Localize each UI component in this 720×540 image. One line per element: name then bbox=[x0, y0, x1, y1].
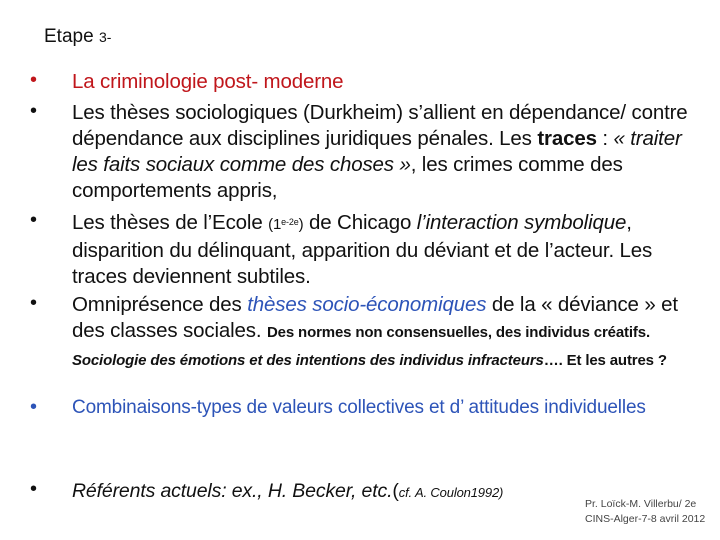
bullet-text bbox=[72, 100, 710, 204]
b3-text-1: Les thèses de l’Ecole bbox=[72, 211, 269, 234]
b4-bold-1: Des normes non consensuelles, des individus créatifs. bbox=[266, 324, 650, 341]
b4-text-2: de la « déviance » et des classes sociales. bbox=[72, 293, 678, 342]
b4-bold-italic: Sociologie des émotions et des intentions des individus infracteurs bbox=[72, 352, 544, 369]
bullet-text bbox=[72, 478, 570, 506]
slide-footer bbox=[585, 497, 705, 527]
b2-text-2: : bbox=[596, 127, 614, 150]
b2-text-1: Les thèses sociologiques (Durkheim) s’allient en dépendance/ contre dépendance aux disciplines juridiques pénales. Les bbox=[72, 101, 688, 150]
b3-text-2: de Chicago bbox=[303, 211, 417, 234]
bullet-dot-icon: • bbox=[30, 209, 38, 231]
bullet-item-4 bbox=[30, 292, 710, 374]
b6-paren: ( bbox=[392, 480, 399, 502]
slide-title-number: 3- bbox=[98, 29, 112, 45]
bullet-item-3 bbox=[30, 209, 710, 290]
bullet-item-5 bbox=[30, 396, 710, 420]
b3-italic: l’interaction symbolique bbox=[416, 211, 627, 234]
bullet-item-2 bbox=[30, 100, 710, 204]
bullet-text: Combinaisons-types de valeurs collectives et d’ attitudes individuelles bbox=[72, 397, 646, 418]
b2-bold: traces bbox=[537, 127, 597, 150]
slide-title-main: Etape bbox=[44, 26, 99, 47]
b3-paren-close: ) bbox=[298, 216, 304, 233]
bullet-dot-icon: • bbox=[30, 396, 38, 418]
bullet-text bbox=[72, 209, 710, 290]
bullet-text bbox=[72, 292, 710, 374]
bullet-item-1 bbox=[30, 69, 710, 95]
bullet-dot-icon: • bbox=[30, 478, 38, 500]
b4-bold-2: …. Et les autres ? bbox=[543, 352, 667, 369]
b6-italic: Référents actuels: ex., H. Becker, etc. bbox=[72, 480, 393, 502]
b4-text-1: Omniprésence des bbox=[72, 293, 248, 316]
bullet-item-6 bbox=[30, 478, 570, 506]
b3-superscript: e-2e bbox=[281, 217, 299, 227]
b2-text-3: , les crimes comme des comportements appris, bbox=[72, 153, 623, 202]
bullet-dot-icon: • bbox=[30, 69, 38, 91]
bullet-text: La criminologie post- moderne bbox=[72, 70, 344, 93]
b4-italic: thèses socio-économiques bbox=[247, 293, 487, 316]
footer-line-1: Pr. Loïck-M. Villerbu/ 2e bbox=[585, 498, 697, 510]
b6-small-italic: cf. A. Coulon1992) bbox=[398, 485, 504, 500]
b2-italic: « traiter les faits sociaux comme des choses » bbox=[72, 127, 682, 176]
bullet-dot-icon: • bbox=[30, 292, 38, 314]
b3-text-3: , disparition du délinquant, apparition du déviant et de l’acteur. Les traces deviennent subtiles. bbox=[72, 211, 653, 288]
b3-paren-open: (1 bbox=[268, 216, 282, 233]
footer-line-2: CINS-Alger-7-8 avril 2012 bbox=[585, 513, 706, 525]
bullet-dot-icon: • bbox=[30, 100, 38, 122]
slide-title bbox=[44, 26, 111, 48]
